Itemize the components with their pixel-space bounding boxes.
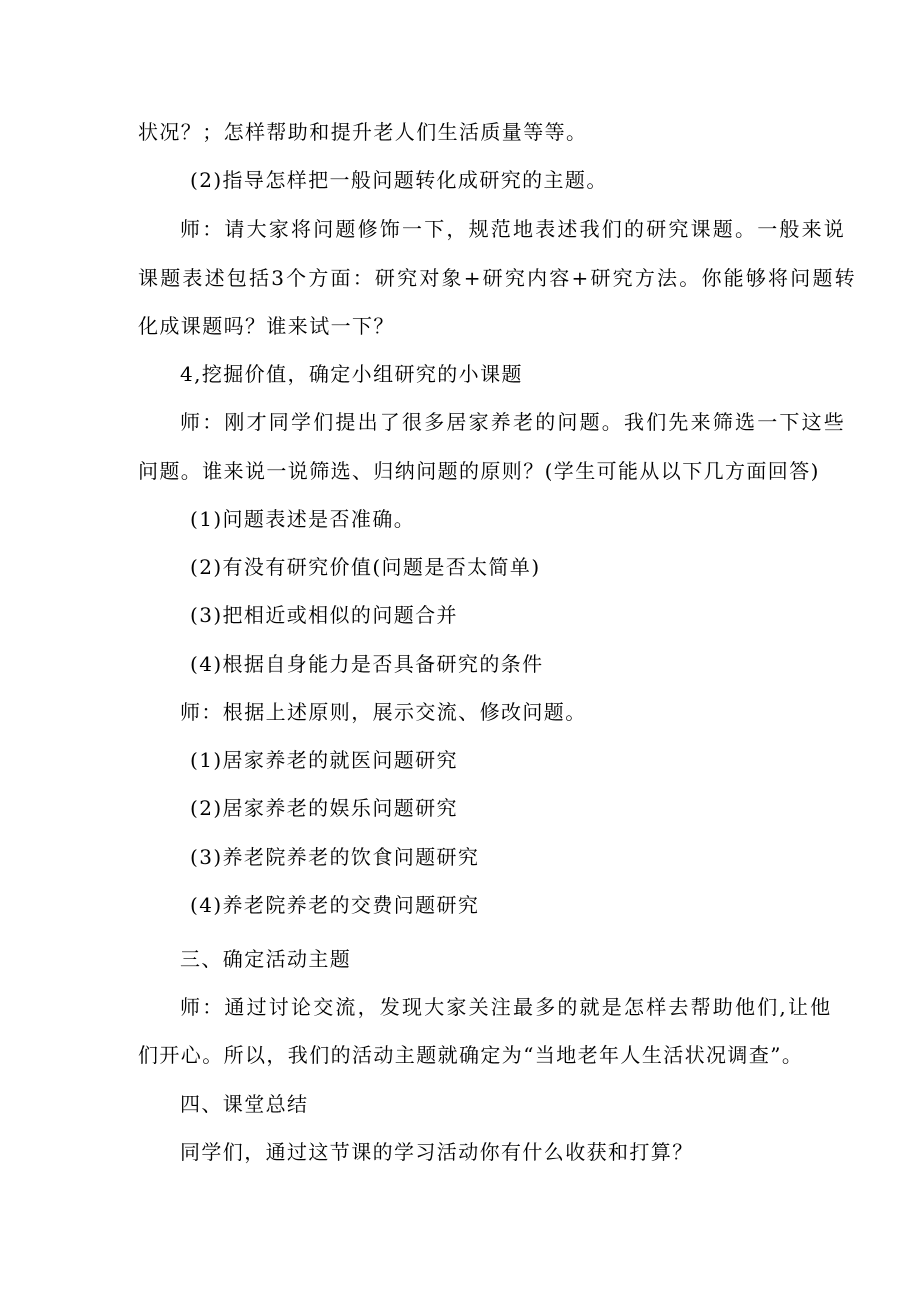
list-item: (1)居家养老的就医问题研究 [190, 748, 458, 772]
list-item: (2)指导怎样把一般问题转化成研究的主题。 [190, 168, 608, 192]
paragraph-line: 师：请大家将问题修饰一下，规范地表述我们的研究课题。一般来说 [180, 217, 846, 241]
section-heading: 四、课堂总结 [180, 1092, 309, 1116]
list-item: (3)养老院养老的饮食问题研究 [190, 845, 480, 869]
paragraph-line: 课题表述包括3个方面：研究对象+研究内容+研究方法。你能够将问题转 [138, 266, 857, 290]
paragraph-line: 师：刚才同学们提出了很多居家养老的问题。我们先来筛选一下这些 [180, 410, 846, 434]
paragraph-line: 问题。谁来说一说筛选、归纳问题的原则？(学生可能从以下几方面回答) [138, 459, 820, 483]
paragraph-line: 师：根据上述原则，展示交流、修改问题。 [180, 700, 587, 724]
list-item: (4)养老院养老的交费问题研究 [190, 893, 480, 917]
paragraph-line: 们开心。所以，我们的活动主题就确定为“当地老年人生活状况调查”。 [138, 1043, 804, 1067]
list-item: (1)问题表述是否准确。 [190, 507, 416, 531]
section-heading: 三、确定活动主题 [180, 947, 352, 971]
paragraph-line: 同学们，通过这节课的学习活动你有什么收获和打算？ [180, 1140, 694, 1164]
list-item: (2)居家养老的娱乐问题研究 [190, 796, 458, 820]
paragraph-line: 化成课题吗？谁来试一下？ [138, 314, 395, 338]
list-item: (2)有没有研究价值(问题是否太简单) [190, 555, 541, 579]
list-item: (3)把相近或相似的问题合并 [190, 603, 458, 627]
paragraph-line: 师：通过讨论交流，发现大家关注最多的就是怎样去帮助他们,让他 [180, 995, 833, 1019]
paragraph-line: 状况？；怎样帮助和提升老人们生活质量等等。 [138, 120, 588, 144]
list-item: (4)根据自身能力是否具备研究的条件 [190, 652, 544, 676]
section-heading: 4,挖掘价值，确定小组研究的小课题 [180, 362, 523, 386]
